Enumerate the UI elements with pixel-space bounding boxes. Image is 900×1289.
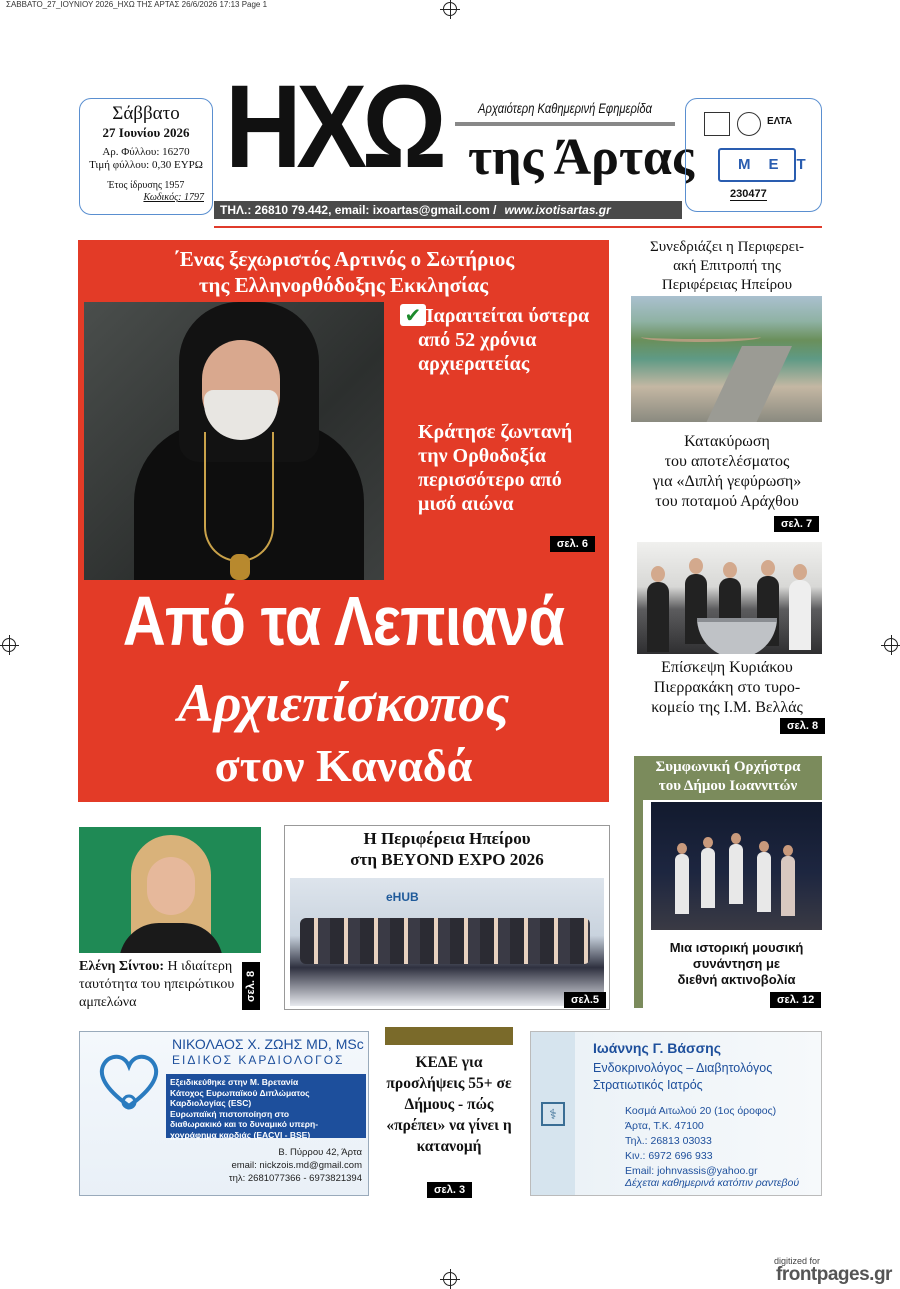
heart-stethoscope-icon (94, 1044, 164, 1114)
issue-day: Σάββατο (112, 103, 180, 124)
credential-line: Ευρωπαϊκή πιστοποίηση στο (170, 1108, 290, 1119)
story2-caption-line: Επίσκεψη Κυριάκου (661, 659, 793, 676)
story1-title-line: Περιφέρειας Ηπείρου (661, 277, 793, 293)
cardiologist-email[interactable]: email: nickzois.md@gmail.com (231, 1160, 362, 1171)
cheese-factory-visit-photo[interactable] (637, 542, 822, 654)
sintou-text: Η ιδιαίτερη ταυτότητα του ηπειρώτικου αμπελώνα (79, 959, 235, 1010)
river-aerial-photo[interactable] (631, 296, 822, 422)
endocrinologist-hours: Δέχεται καθημερινά κατόπιν ραντεβού (625, 1177, 800, 1189)
endocrinologist-email[interactable]: Email: johnvassis@yahoo.gr (625, 1165, 758, 1177)
endocrinologist-ad[interactable] (530, 1031, 822, 1196)
cardiologist-ad[interactable] (79, 1031, 369, 1196)
kede-page-ref[interactable]: σελ. 3 (427, 1182, 472, 1198)
endocrinologist-city: Άρτα, Τ.Κ. 47100 (625, 1120, 704, 1132)
story1-title[interactable] (630, 238, 824, 295)
issue-number: Αρ. Φύλλου: 16270 (102, 146, 190, 158)
endocrinologist-titles (593, 1060, 772, 1094)
main-story[interactable] (78, 240, 609, 802)
story3-title-line: του Δήμου Ιωαννιτών (658, 778, 798, 794)
cardiologist-specialty: ΕΙΔΙΚΟΣ ΚΑΡΔΙΟΛΟΓΟΣ (172, 1053, 345, 1067)
frontpages-logo[interactable]: frontpages.gr (776, 1264, 892, 1285)
checkmark-icon: ✔ (400, 304, 426, 326)
cardiologist-phone[interactable]: τηλ: 2681077366 - 6973821394 (228, 1173, 362, 1184)
contact-bar (214, 201, 682, 219)
publication-code: Κωδικός: 1797 (143, 192, 204, 203)
main-headline-2[interactable]: Αρχιεπίσκοπος (177, 673, 510, 733)
website-link[interactable]: www.ixotisartas.gr (504, 203, 611, 217)
print-header: ΣΑΒΒΑΤΟ_27_ΙΟΥΝΙΟΥ 2026_ΗΧΩ ΤΗΣ ΑΡΤΑΣ 26/6/2026 17:13 Page 1 (6, 0, 268, 9)
main-kicker-line: της Ελληνορθόδοξης Εκκλησίας (198, 273, 489, 297)
cardiologist-name: ΝΙΚΟΛΑΟΣ Χ. ΖΩΗΣ MD, MSc (172, 1036, 364, 1052)
contact-info: ΤΗΛ.: 26810 79.442, email: ixoartas@gmail.com / (220, 203, 497, 217)
met-number: 230477 (730, 188, 767, 200)
newspaper-logo-sub: της Άρτας (468, 129, 694, 186)
registration-mark-icon (443, 1272, 457, 1286)
story2-caption-line: Πιερρακάκη στο τυρο- (653, 679, 801, 696)
endocrinologist-mobile[interactable]: Κιν.: 6972 696 933 (625, 1150, 713, 1162)
sintou-name: Ελένη Σίντου: (79, 959, 165, 974)
masthead-rule (214, 226, 822, 228)
registration-mark-icon (443, 2, 457, 16)
story2-caption-line: κομείο της Ι.Μ. Βελλάς (651, 699, 803, 716)
credential-line: χογράφημα καρδιάς (EACVI - BSE) (170, 1129, 311, 1140)
story2-caption[interactable] (630, 658, 824, 718)
seal-badge-icon (737, 112, 761, 136)
main-page-ref[interactable]: σελ. 6 (550, 536, 595, 552)
digitized-note: digitized for (774, 1256, 821, 1266)
story1-caption-line: για «Διπλή γεφύρωση» (652, 473, 802, 490)
expo-title-line: Η Περιφέρεια Ηπείρου (363, 829, 531, 848)
credential-line: Εξειδικεύθηκε στην Μ. Βρετανία (170, 1077, 299, 1087)
endocrinologist-address: Κοσμά Αιτωλού 20 (1ος όροφος) (625, 1105, 777, 1117)
newspaper-logo[interactable]: ΗΧΩ (225, 61, 442, 193)
kede-bar (385, 1027, 513, 1045)
issue-date: 27 Ιουνίου 2026 (102, 125, 190, 140)
endocrinologist-title-line: Στρατιωτικός Ιατρός (593, 1078, 703, 1092)
newspaper-slogan: Αρχαιότερη Καθημερινή Εφημερίδα (478, 100, 652, 116)
endocrinologist-phone[interactable]: Τηλ.: 26813 03033 (625, 1135, 712, 1147)
issue-price: Τιμή φύλλου: 0,30 ΕΥΡΩ (89, 159, 203, 171)
registration-mark-icon (884, 638, 898, 652)
caduceus-icon: ⚕ (541, 1102, 565, 1126)
story3-title[interactable] (634, 758, 822, 796)
story2-page-ref[interactable]: σελ. 8 (780, 718, 825, 734)
story1-caption-line: Κατακύρωση (684, 433, 770, 450)
main-headline-3[interactable]: στον Καναδά (214, 740, 473, 791)
story1-title-line: ακή Επιτροπή της (673, 258, 781, 274)
concert-photo[interactable] (651, 802, 822, 930)
main-subhead-1: Παραιτείται ύστερα από 52 χρόνια αρχιερατείας (418, 305, 590, 375)
endocrinologist-title-line: Ενδοκρινολόγος – Διαβητολόγος (593, 1061, 773, 1075)
date-box (79, 98, 213, 215)
story1-caption-line: του ποταμού Αράχθου (655, 493, 799, 510)
cardiologist-credentials (166, 1074, 366, 1138)
story3-caption-line: συνάντηση με (692, 956, 781, 971)
credential-line: Καρδιολογίας (ESC) (170, 1098, 252, 1108)
story1-page-ref[interactable]: σελ. 7 (774, 516, 819, 532)
story3-caption-line: Μια ιστορική μουσική (669, 940, 804, 955)
cardiologist-contact (229, 1146, 362, 1185)
expo-title-line: στη BEYOND EXPO 2026 (350, 850, 544, 869)
expo-title[interactable] (284, 828, 610, 870)
founded-year: Έτος ίδρυσης 1957 (107, 180, 185, 191)
story1-title-line: Συνεδριάζει η Περιφερει- (650, 239, 804, 255)
kede-story[interactable]: ΚΕΔΕ για προσλήψεις 55+ σε Δήμους - πώς «πρέπει» να γίνει η κατανομή (386, 1054, 512, 1155)
main-headline[interactable]: Από τα Λεπιανά (122, 582, 565, 660)
cardiologist-address: Β. Πύρρου 42, Άρτα (278, 1147, 362, 1158)
story3-page-ref[interactable]: σελ. 12 (770, 992, 821, 1008)
expo-page-ref[interactable]: σελ.5 (564, 992, 606, 1008)
credential-line: Κάτοχος Ευρωπαϊκού Διπλώματος (170, 1087, 310, 1098)
elta-badge: ΕΛΤΑ (767, 116, 793, 127)
association-badge-icon (704, 112, 730, 136)
story3-caption[interactable] (651, 940, 822, 988)
story3-title-line: Συμφωνική Ορχήστρα (655, 759, 801, 775)
met-badge: ΜΕΤ (718, 148, 796, 182)
endocrinologist-name: Ιωάννης Γ. Βάσσης (593, 1040, 721, 1056)
archbishop-photo[interactable] (84, 302, 384, 580)
story1-caption-line: του αποτελέσματος (664, 453, 790, 470)
sintou-page-ref[interactable]: σελ. 8 (242, 962, 260, 1010)
main-kicker-line: ΄Ενας ξεχωριστός Αρτινός ο Σωτήριος (172, 247, 515, 271)
expo-sign: eHUB (386, 890, 419, 904)
main-subhead-2: Κράτησε ζωντανή την Ορθοδοξία περισσότερο από μισό αιώνα (418, 421, 573, 515)
expo-photo[interactable] (290, 878, 604, 1006)
story1-caption[interactable] (630, 432, 824, 512)
main-kicker (78, 246, 609, 298)
sintou-story[interactable] (79, 958, 237, 1012)
story3-caption-line: διεθνή ακτινοβολία (677, 972, 796, 987)
sintou-portrait[interactable] (79, 827, 261, 953)
slogan-divider (455, 122, 675, 126)
endocrinologist-contact (625, 1104, 776, 1179)
credential-line: διαθωρακικό και το δυναμικό υπερη- (170, 1119, 319, 1129)
registration-mark-icon (2, 638, 16, 652)
